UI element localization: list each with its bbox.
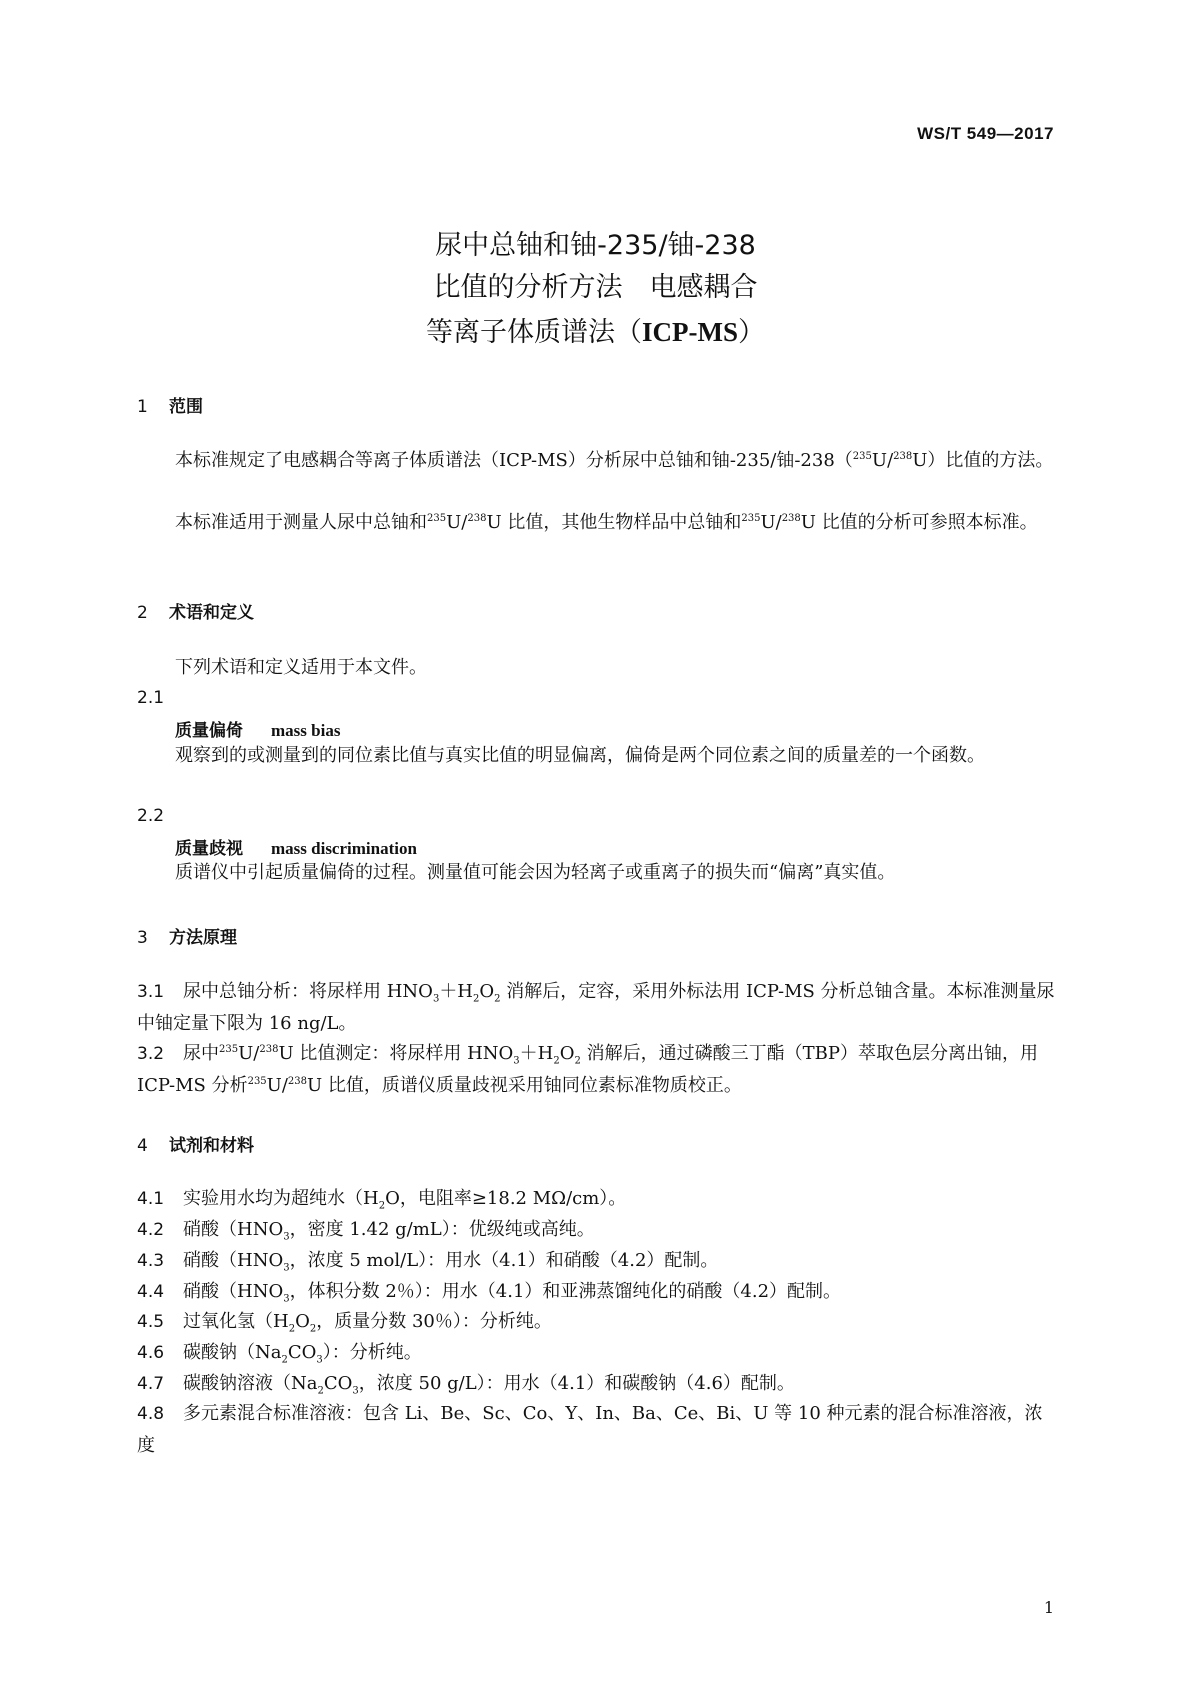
term-2-1-definition: 观察到的或测量到的同位素比值与真实比值的明显偏离，偏倚是两个同位素之间的质量差的一个函数。 [175,745,985,766]
term-2-2-number: 2.2 [137,806,165,826]
clause-4-2: 4.2 硝酸（$HNO_3$，密度 1.42 g/mL）：优级纯或高纯。 [137,1219,595,1243]
title-line-1: 尿中总铀和铀-235/铀-238 [435,230,756,261]
section-1-paragraph-1: 本标准规定了电感耦合等离子体质谱法（ICP-MS）分析尿中总铀和铀-235/铀-238（$^{235}$U/$^{238}$U）比值的方法。 [175,450,1054,471]
term-2-1-number: 2.1 [137,688,165,708]
title-line-3: 等离子体质谱法（ICP-MS） [426,317,765,348]
term-2-2-definition: 质谱仪中引起质量偏倚的过程。测量值可能会因为轻离子或重离子的损失而“偏离”真实值。 [175,862,896,883]
clause-3-2: 3.2 尿中$^{235}$U/$^{238}$U 比值测定：将尿样用 $HNO_3+H_2O_2$ 消解后，通过磷酸三丁酯（TBP）萃取色层分离出铀，用 ICP-MS 分析$^{235}$U/$^{238}$U 比值，质谱仪质量歧视采用铀同位素标准物质校正。 [137,1043,1038,1096]
clause-4-3: 4.3 硝酸（$HNO_3$，浓度 5 mol/L）：用水（4.1）和硝酸（4.2）配制。 [137,1250,719,1274]
clause-4-4: 4.4 硝酸（$HNO_3$，体积分数 2％）：用水（4.1）和亚沸蒸馏纯化的硝酸（4.2）配制。 [137,1281,842,1305]
clause-4-7: 4.7 碳酸钠溶液（$Na_2CO_3$，浓度 50 g/L）：用水（4.1）和碳酸钠（4.6）配制。 [137,1373,795,1397]
clause-4-5: 4.5 过氧化氢（$H_2O_2$，质量分数 30％）：分析纯。 [137,1311,552,1335]
clause-4-1: 4.1 实验用水均为超纯水（$H_2O$，电阻率≥18.2 MΩ/cm）。 [137,1188,627,1212]
section-2-intro: 下列术语和定义适用于本文件。 [175,657,427,678]
section-2-heading: 2 术语和定义 [137,603,254,623]
clause-3-1: 3.1 尿中总铀分析：将尿样用 $HNO_3+H_2O_2$ 消解后，定容，采用外标法用 ICP-MS 分析总铀含量。本标准测量尿中铀定量下限为 16 ng/L。 [137,981,1055,1034]
section-1-heading: 1 范围 [137,397,203,417]
section-4-heading: 4 试剂和材料 [137,1136,254,1156]
section-3-heading: 3 方法原理 [137,928,237,948]
term-2-2-name: 质量歧视 mass discrimination [175,839,417,859]
title-line-2: 比值的分析方法 电感耦合 [433,272,758,303]
document-code: WS/T 549—2017 [917,124,1054,143]
page-number: 1 [1043,1598,1054,1617]
clause-4-6: 4.6 碳酸钠$(Na_2CO_3)$：分析纯。 [137,1342,422,1366]
section-1-paragraph-2: 本标准适用于测量人尿中总铀和$^{235}$U/$^{238}$U 比值，其他生物样品中总铀和$^{235}$U/$^{238}$U 比值的分析可参照本标准。 [175,512,1038,533]
clause-4-8: 4.8 多元素混合标准溶液：包含 Li、Be、Sc、Co、Y、In、Ba、Ce、Bi、U 等 10 种元素的混合标准溶液，浓度 [137,1403,1043,1456]
term-2-1-name: 质量偏倚 mass bias [175,721,341,741]
